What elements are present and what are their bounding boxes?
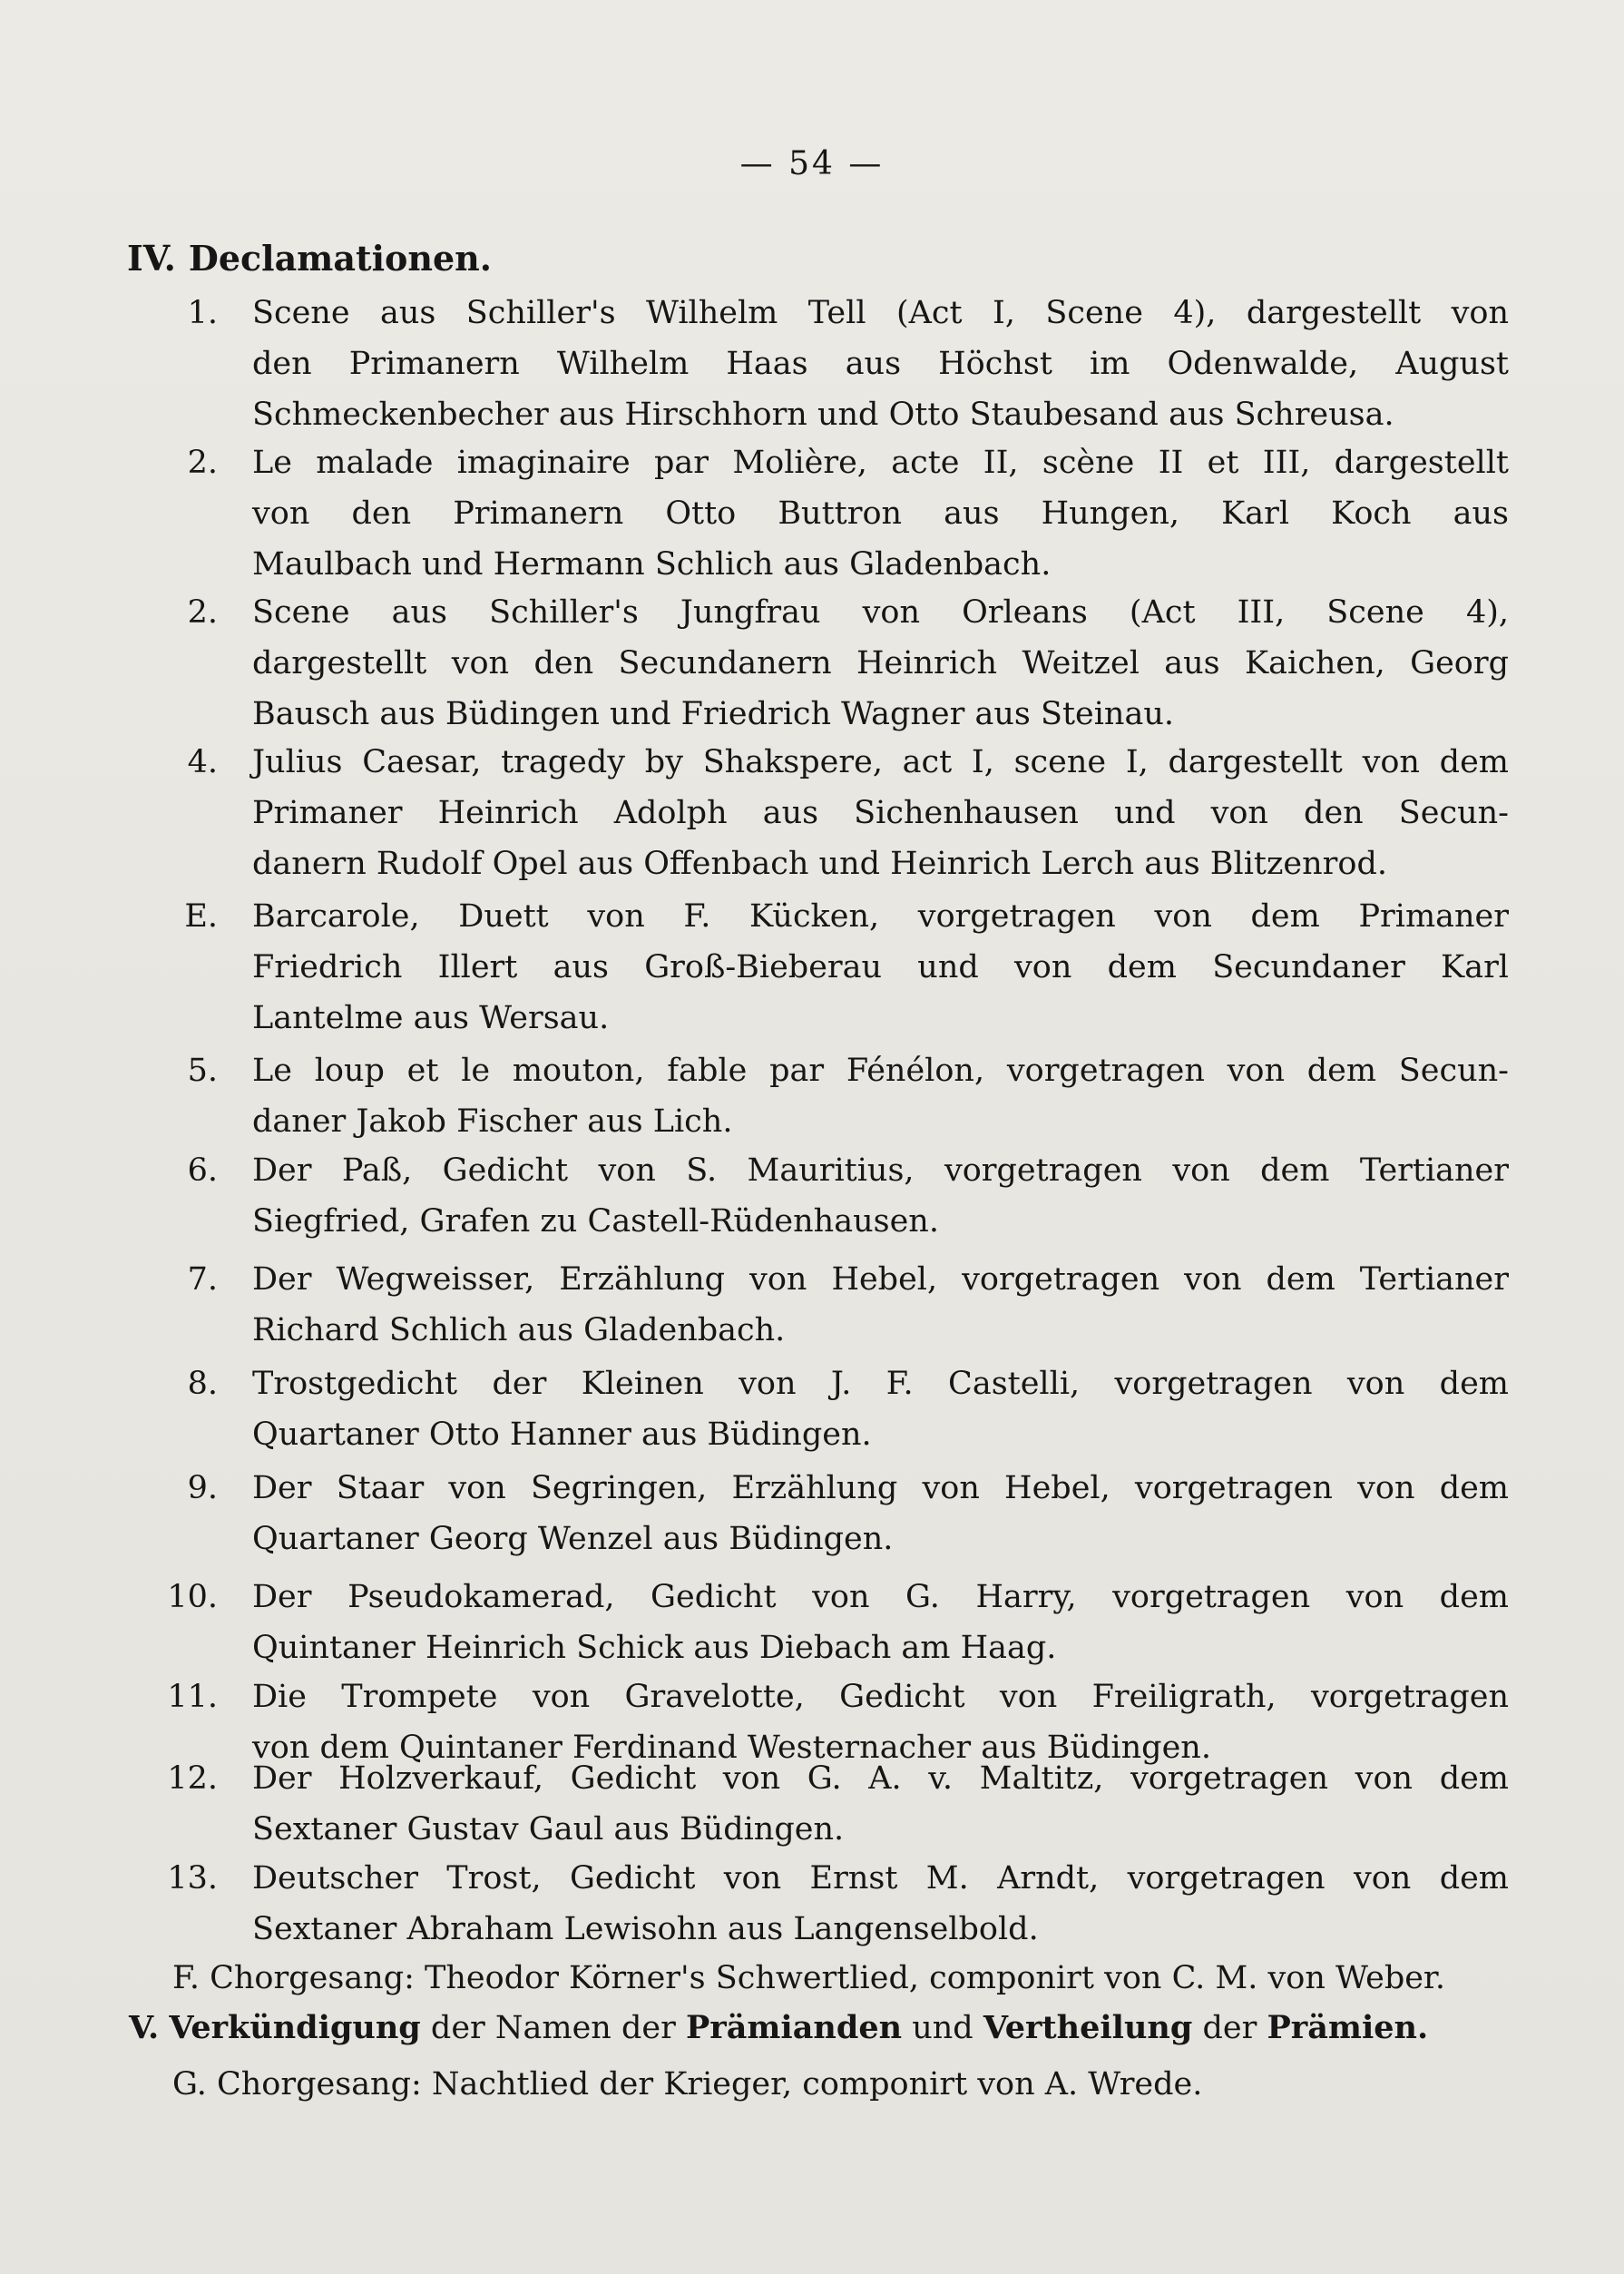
item-line: Quartaner Otto Hanner aus Büdingen. (252, 1416, 872, 1453)
section-title: Declamationen. (188, 238, 493, 279)
verkuendigung-word: Verkündigung (169, 2009, 421, 2046)
item-line: Scene aus Schiller's Jungfrau von Orleans (Act III, Scene 4), (252, 594, 1509, 631)
praemien-word: Prämien. (1267, 2009, 1429, 2046)
item-line: Julius Caesar, tragedy by Shakspere, act I, scene I, dargestellt von dem (252, 744, 1509, 780)
item-marker: 5. (187, 1053, 218, 1089)
praemianden-word: Prämianden (685, 2009, 903, 2046)
item-marker: 9. (187, 1470, 218, 1506)
item-line: Der Pseudokamerad, Gedicht von G. Harry, vorgetragen von dem (252, 1579, 1509, 1615)
item-line: Scene aus Schiller's Wilhelm Tell (Act I, Scene 4), dargestellt von (252, 295, 1509, 331)
item-line: Sextaner Abraham Lewisohn aus Langenselbold. (252, 1911, 1039, 1947)
item-marker: 7. (187, 1261, 218, 1298)
item-marker: 11. (167, 1679, 218, 1715)
item-line: Le loup et le mouton, fable par Fénélon, vorgetragen von dem Secun- (252, 1053, 1509, 1089)
item-marker: 2. (187, 594, 218, 631)
item-line: Quartaner Georg Wenzel aus Büdingen. (252, 1521, 894, 1557)
item-marker: 1. (187, 295, 218, 331)
section-number: V. (129, 2009, 160, 2046)
item-marker: G. (172, 2066, 207, 2102)
item-line: danern Rudolf Opel aus Offenbach und Heinrich Lerch aus Blitzenrod. (252, 846, 1387, 882)
item-line: Bausch aus Büdingen und Friedrich Wagner aus Steinau. (252, 696, 1175, 732)
item-line: Sextaner Gustav Gaul aus Büdingen. (252, 1811, 845, 1848)
item-line: Der Paß, Gedicht von S. Mauritius, vorgetragen von dem Tertianer (252, 1152, 1509, 1189)
section-text: der Namen der (430, 2010, 676, 2046)
item-marker: 10. (167, 1579, 218, 1615)
item-line: von den Primanern Otto Buttron aus Hungen, Karl Koch aus (252, 495, 1509, 532)
item-line: Deutscher Trost, Gedicht von Ernst M. Arndt, vorgetragen von dem (252, 1860, 1509, 1897)
item-line: dargestellt von den Secundanern Heinrich Weitzel aus Kaichen, Georg (252, 645, 1509, 681)
item-marker: F. (172, 1960, 200, 1996)
item-line: Primaner Heinrich Adolph aus Sichenhausen und von den Secun- (252, 795, 1509, 831)
item-f (172, 1955, 1511, 2001)
item-line: Maulbach und Hermann Schlich aus Gladenbach. (252, 546, 1052, 583)
item-line: Schmeckenbecher aus Hirschhorn und Otto Staubesand aus Schreusa. (252, 397, 1394, 433)
item-marker: 12. (167, 1760, 218, 1797)
item-line: den Primanern Wilhelm Haas aus Höchst im Odenwalde, August (252, 346, 1509, 382)
section-heading-v (129, 2005, 1428, 2051)
item-line: Die Trompete von Gravelotte, Gedicht von Freiligrath, vorgetragen (252, 1679, 1509, 1715)
item-line: Barcarole, Duett von F. Kücken, vorgetragen von dem Primaner (252, 898, 1509, 935)
vertheilung-word: Vertheilung (983, 2009, 1193, 2046)
item-marker: 13. (167, 1860, 218, 1897)
item-line: Lantelme aus Wersau. (252, 1000, 610, 1036)
item-line: Richard Schlich aus Gladenbach. (252, 1312, 786, 1348)
item-line: Der Holzverkauf, Gedicht von G. A. v. Maltitz, vorgetragen von dem (252, 1760, 1509, 1797)
item-line: von dem Quintaner Ferdinand Westernacher aus Büdingen. (252, 1730, 1211, 1766)
item-line: Der Staar von Segringen, Erzählung von Hebel, vorgetragen von dem (252, 1470, 1509, 1506)
page-number: — 54 — (739, 145, 885, 182)
item-line: Der Wegweisser, Erzählung von Hebel, vorgetragen von dem Tertianer (252, 1261, 1509, 1298)
item-marker: E. (184, 898, 218, 935)
item-text: Chorgesang: Nachtlied der Krieger, componirt von A. Wrede. (216, 2066, 1203, 2102)
item-line: Siegfried, Grafen zu Castell-Rüdenhausen. (252, 1203, 939, 1240)
item-marker: 8. (187, 1366, 218, 1402)
item-marker: 6. (187, 1152, 218, 1189)
item-g (172, 2062, 1202, 2107)
item-line: Quintaner Heinrich Schick aus Diebach am Haag. (252, 1630, 1057, 1666)
section-heading-iv (127, 238, 492, 279)
item-line: Trostgedicht der Kleinen von J. F. Castelli, vorgetragen von dem (252, 1366, 1509, 1402)
section-text: und (912, 2010, 973, 2046)
section-text: der (1202, 2010, 1257, 2046)
item-line: Friedrich Illert aus Groß-Bieberau und von dem Secundaner Karl (252, 949, 1509, 985)
item-marker: 2. (187, 445, 218, 481)
item-text: Chorgesang: Theodor Körner's Schwertlied, componirt von C. M. von Weber. (210, 1960, 1445, 1996)
item-marker: 4. (187, 744, 218, 780)
item-line: daner Jakob Fischer aus Lich. (252, 1103, 733, 1140)
section-number: IV. (127, 238, 176, 279)
item-line: Le malade imaginaire par Molière, acte II, scène II et III, dargestellt (252, 445, 1509, 481)
